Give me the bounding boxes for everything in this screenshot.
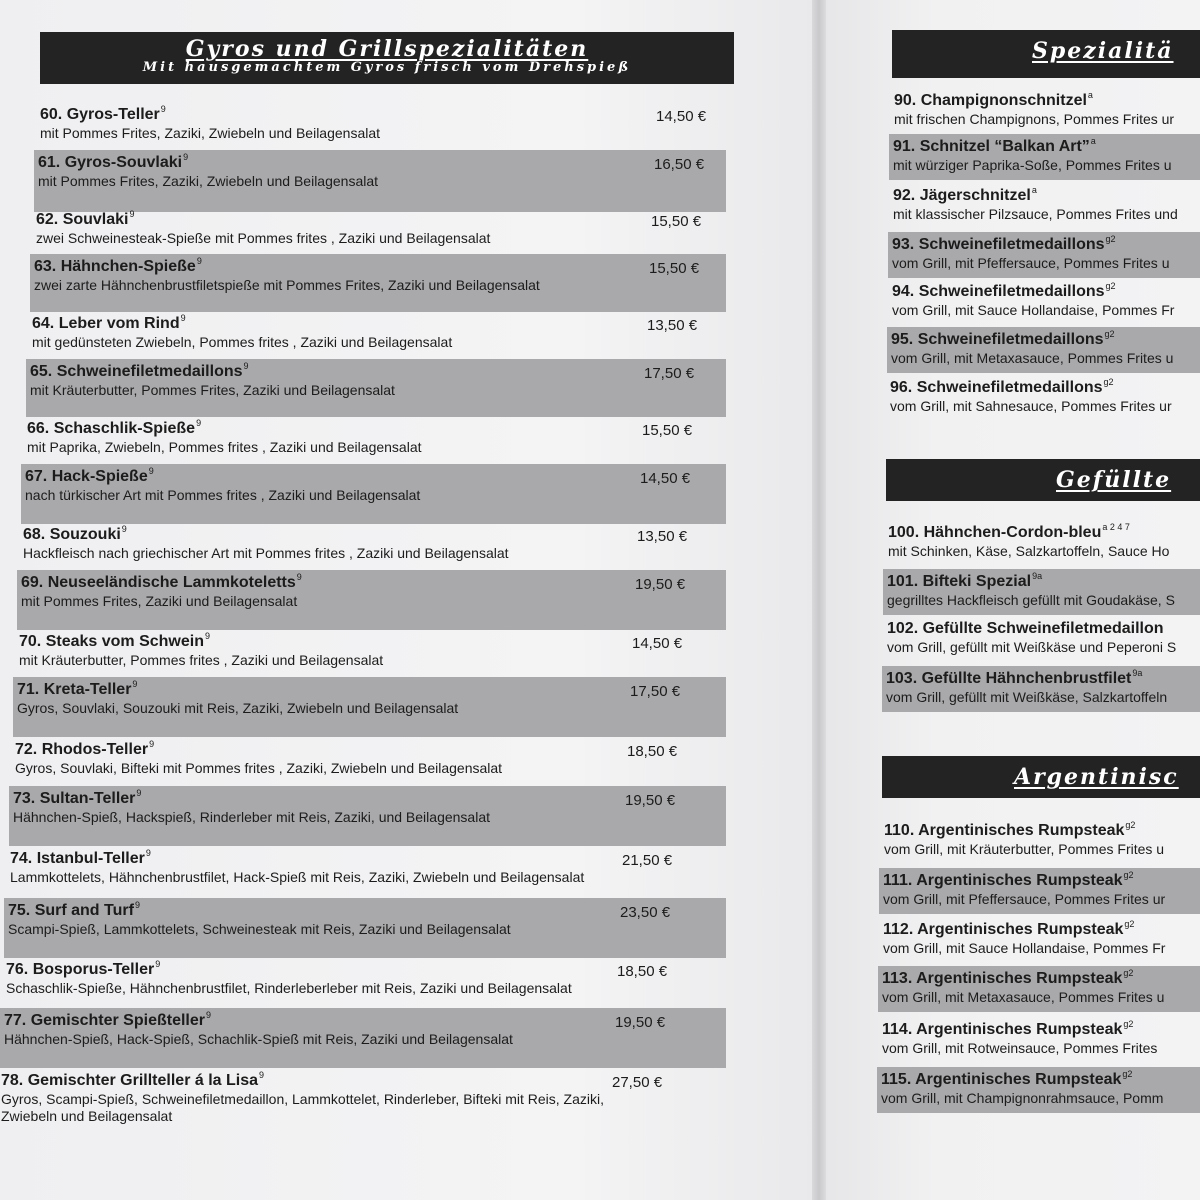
menu-item bbox=[34, 150, 726, 212]
allergen-marker: 9a bbox=[1032, 571, 1043, 581]
item-name-text: 63. Hähnchen-Spieße bbox=[34, 258, 196, 275]
menu-item bbox=[882, 666, 1200, 712]
allergen-marker: 9 bbox=[259, 1070, 265, 1080]
section-header bbox=[892, 30, 1200, 78]
item-name-text: 110. Argentinisches Rumpsteak bbox=[884, 822, 1125, 839]
item-description: vom Grill, mit Sauce Hollandaise, Pommes Fr bbox=[892, 302, 1175, 318]
allergen-marker: 9 bbox=[243, 361, 249, 371]
item-description: vom Grill, mit Kräuterbutter, Pommes Frites u bbox=[884, 841, 1165, 857]
item-description: Gyros, Souvlaki, Souzouki mit Reis, Zaziki, Zwiebeln und Beilagensalat bbox=[17, 700, 459, 716]
menu-item bbox=[28, 311, 726, 357]
item-price: 27,50 € bbox=[612, 1074, 663, 1091]
item-name-text: 64. Leber vom Rind bbox=[32, 315, 180, 332]
item-name-text: 61. Gyros-Souvlaki bbox=[38, 154, 183, 171]
menu-item bbox=[878, 966, 1200, 1012]
allergen-marker: g2 bbox=[1123, 968, 1134, 978]
item-price: 15,50 € bbox=[651, 213, 702, 230]
menu-item bbox=[26, 359, 726, 417]
item-name-text: 102. Gefüllte Schweinefiletmedaillon bbox=[887, 620, 1164, 637]
item-name-text: 101. Bifteki Spezial bbox=[887, 573, 1032, 590]
item-name bbox=[881, 1069, 1200, 1089]
item-description: mit Pommes Frites, Zaziki, Zwiebeln und Beilagensalat bbox=[40, 125, 381, 141]
menu-item bbox=[13, 677, 726, 737]
item-description: mit Kräuterbutter, Pommes frites , Zaziki und Beilagensalat bbox=[19, 652, 384, 668]
item-name-text: 65. Schweinefiletmedaillons bbox=[30, 363, 243, 380]
menu-item bbox=[9, 786, 726, 846]
item-price: 19,50 € bbox=[635, 576, 686, 593]
allergen-marker: a bbox=[1031, 185, 1037, 195]
allergen-marker: 9a bbox=[1132, 668, 1143, 678]
item-price: 23,50 € bbox=[620, 904, 671, 921]
item-name bbox=[882, 968, 1200, 988]
section-title: Gyros und Grillspezialitäten bbox=[185, 36, 589, 62]
item-description: vom Grill, gefüllt mit Weißkäse, Salzkartoffeln bbox=[886, 689, 1168, 705]
menu-item bbox=[36, 102, 726, 148]
item-name bbox=[891, 329, 1200, 349]
menu-item bbox=[886, 375, 1200, 421]
menu-item bbox=[17, 570, 726, 630]
item-description: vom Grill, mit Sauce Hollandaise, Pommes Fr bbox=[883, 940, 1166, 956]
item-name-text: 73. Sultan-Teller bbox=[13, 790, 136, 807]
section-title: Gefüllte bbox=[1056, 467, 1172, 493]
item-description: vom Grill, mit Champignonrahmsauce, Pomm bbox=[881, 1090, 1164, 1106]
allergen-marker: 9 bbox=[148, 466, 154, 476]
item-name bbox=[892, 234, 1200, 254]
item-description: Gyros, Scampi-Spieß, Schweinefiletmedaillon, Lammkottelet, Rinderleber, Bifteki mit Reis, Zaziki, bbox=[1, 1091, 604, 1107]
allergen-marker: a 2 4 7 bbox=[1102, 522, 1130, 532]
item-name bbox=[893, 136, 1200, 156]
allergen-marker: a bbox=[1090, 136, 1096, 146]
item-name bbox=[19, 631, 726, 651]
allergen-marker: g2 bbox=[1104, 329, 1115, 339]
item-name-text: 103. Gefüllte Hähnchenbrustfilet bbox=[886, 670, 1132, 687]
item-name bbox=[13, 788, 726, 808]
item-name bbox=[34, 256, 726, 276]
item-name-text: 68. Souzouki bbox=[23, 526, 121, 543]
section-subtitle: Mit hausgemachtem Gyros frisch vom Drehspieß bbox=[142, 60, 632, 75]
menu-item bbox=[887, 327, 1200, 373]
item-name bbox=[15, 739, 726, 759]
item-name bbox=[25, 466, 726, 486]
item-name bbox=[883, 870, 1200, 890]
allergen-marker: g2 bbox=[1123, 1019, 1134, 1029]
item-name-text: 78. Gemischter Grillteller á la Lisa bbox=[1, 1072, 259, 1089]
item-price: 15,50 € bbox=[649, 260, 700, 277]
item-description: mit würziger Paprika-Soße, Pommes Frites u bbox=[893, 157, 1172, 173]
item-description: Lammkottelets, Hähnchenbrustfilet, Hack-Spieß mit Reis, Zaziki, Zwiebeln und Beilagensalat bbox=[10, 869, 585, 885]
item-price: 18,50 € bbox=[617, 963, 668, 980]
item-name bbox=[887, 620, 1200, 638]
item-name bbox=[38, 152, 726, 172]
item-description: vom Grill, mit Pfeffersauce, Pommes Frites ur bbox=[883, 891, 1166, 907]
item-description: nach türkischer Art mit Pommes frites , Zaziki und Beilagensalat bbox=[25, 487, 421, 503]
menu-item bbox=[21, 464, 726, 524]
item-name bbox=[884, 820, 1200, 840]
item-name-text: 92. Jägerschnitzel bbox=[893, 187, 1031, 204]
item-name-text: 66. Schaschlik-Spieße bbox=[27, 420, 196, 437]
item-description: mit Paprika, Zwiebeln, Pommes frites , Zaziki und Beilagensalat bbox=[27, 439, 422, 455]
menu-item bbox=[879, 917, 1200, 963]
allergen-marker: g2 bbox=[1123, 870, 1134, 880]
item-description: mit frischen Champignons, Pommes Frites ur bbox=[894, 111, 1175, 127]
item-name bbox=[36, 209, 726, 229]
section-header-gyros bbox=[40, 32, 734, 84]
item-price: 21,50 € bbox=[622, 852, 673, 869]
menu-item bbox=[883, 618, 1200, 664]
allergen-marker: g2 bbox=[1124, 919, 1135, 929]
section-header bbox=[882, 756, 1200, 798]
allergen-marker: 9 bbox=[196, 418, 202, 428]
item-price: 19,50 € bbox=[625, 792, 676, 809]
allergen-marker: 9 bbox=[134, 900, 140, 910]
item-name-text: 67. Hack-Spieße bbox=[25, 468, 148, 485]
menu-item bbox=[888, 232, 1200, 278]
item-description: vom Grill, mit Sahnesauce, Pommes Frites ur bbox=[890, 398, 1172, 414]
item-name-text: 75. Surf and Turf bbox=[8, 902, 134, 919]
item-name-text: 74. Istanbul-Teller bbox=[10, 850, 145, 867]
item-name-text: 100. Hähnchen-Cordon-bleu bbox=[888, 524, 1102, 541]
allergen-marker: 9 bbox=[196, 256, 202, 266]
menu-item bbox=[883, 569, 1200, 615]
item-price: 16,50 € bbox=[654, 156, 705, 173]
item-price: 14,50 € bbox=[632, 635, 683, 652]
item-name bbox=[892, 281, 1200, 301]
item-name bbox=[27, 418, 726, 438]
item-name-text: 95. Schweinefiletmedaillons bbox=[891, 331, 1104, 348]
item-name-text: 72. Rhodos-Teller bbox=[15, 741, 149, 758]
item-name-text: 91. Schnitzel “Balkan Art” bbox=[893, 138, 1090, 155]
item-name bbox=[40, 104, 726, 124]
item-name-text: 113. Argentinisches Rumpsteak bbox=[882, 970, 1123, 987]
item-name-text: 62. Souvlaki bbox=[36, 211, 129, 228]
item-name bbox=[883, 919, 1200, 939]
item-price: 15,50 € bbox=[642, 422, 693, 439]
menu-item bbox=[890, 88, 1200, 134]
item-price: 13,50 € bbox=[647, 317, 698, 334]
item-description: mit Pommes Frites, Zaziki und Beilagensalat bbox=[21, 593, 298, 609]
item-description: vom Grill, mit Rotweinsauce, Pommes Frites bbox=[882, 1040, 1158, 1056]
item-name-text: 76. Bosporus-Teller bbox=[6, 961, 155, 978]
item-description: zwei zarte Hähnchenbrustfiletspieße mit Pommes Frites, Zaziki und Beilagensalat bbox=[34, 277, 540, 293]
item-description: Hähnchen-Spieß, Hackspieß, Rinderleber mit Reis, Zaziki, und Beilagensalat bbox=[13, 809, 490, 825]
item-price: 17,50 € bbox=[630, 683, 681, 700]
item-description: Scampi-Spieß, Lammkottelets, Schweinesteak mit Reis, Zaziki und Beilagensalat bbox=[8, 921, 511, 937]
menu-item bbox=[877, 1067, 1200, 1113]
menu-item bbox=[889, 183, 1200, 229]
item-name bbox=[886, 668, 1200, 688]
allergen-marker: 9 bbox=[180, 313, 186, 323]
item-name bbox=[10, 848, 726, 868]
allergen-marker: 9 bbox=[145, 848, 151, 858]
item-name bbox=[888, 522, 1200, 542]
menu-item bbox=[878, 1017, 1200, 1063]
item-name-text: 114. Argentinisches Rumpsteak bbox=[882, 1021, 1123, 1038]
item-description: vom Grill, gefüllt mit Weißkäse und Peperoni S bbox=[887, 639, 1177, 655]
allergen-marker: g2 bbox=[1105, 281, 1116, 291]
menu-item bbox=[19, 522, 726, 568]
menu-item bbox=[23, 416, 726, 462]
allergen-marker: 9 bbox=[136, 788, 142, 798]
item-price: 14,50 € bbox=[640, 470, 691, 487]
item-description: Hackfleisch nach griechischer Art mit Pommes frites , Zaziki und Beilagensalat bbox=[23, 545, 509, 561]
item-name bbox=[17, 679, 726, 699]
item-price: 17,50 € bbox=[644, 365, 695, 382]
item-description: zwei Schweinesteak-Spieße mit Pommes frites , Zaziki und Beilagensalat bbox=[36, 230, 491, 246]
item-name-text: 60. Gyros-Teller bbox=[40, 106, 160, 123]
item-price: 14,50 € bbox=[656, 108, 707, 125]
menu-item bbox=[889, 134, 1200, 180]
allergen-marker: g2 bbox=[1105, 234, 1116, 244]
allergen-marker: g2 bbox=[1125, 820, 1136, 830]
item-name bbox=[32, 313, 726, 333]
item-name-text: 90. Champignonschnitzel bbox=[894, 92, 1087, 109]
allergen-marker: 9 bbox=[296, 572, 302, 582]
menu-item bbox=[4, 898, 726, 958]
allergen-marker: g2 bbox=[1122, 1069, 1133, 1079]
item-name-text: 93. Schweinefiletmedaillons bbox=[892, 236, 1105, 253]
section-title: Spezialitä bbox=[1032, 38, 1174, 64]
menu-item bbox=[2, 957, 726, 1003]
allergen-marker: 9 bbox=[183, 152, 189, 162]
allergen-marker: a bbox=[1087, 90, 1093, 100]
item-description: mit gedünsteten Zwiebeln, Pommes frites , Zaziki und Beilagensalat bbox=[32, 334, 453, 350]
item-name-text: 71. Kreta-Teller bbox=[17, 681, 132, 698]
item-name bbox=[882, 1019, 1200, 1039]
allergen-marker: 9 bbox=[121, 524, 127, 534]
item-description: vom Grill, mit Pfeffersauce, Pommes Frites u bbox=[892, 255, 1170, 271]
item-name-text: 96. Schweinefiletmedaillons bbox=[890, 379, 1103, 396]
menu-item bbox=[888, 279, 1200, 325]
section-title: Argentinisc bbox=[1014, 764, 1179, 790]
menu-item bbox=[30, 254, 726, 312]
item-name-text: 69. Neuseeländische Lammkoteletts bbox=[21, 574, 296, 591]
menu-item bbox=[32, 207, 726, 253]
item-name-text: 112. Argentinisches Rumpsteak bbox=[883, 921, 1124, 938]
menu-item bbox=[879, 868, 1200, 914]
item-name bbox=[887, 571, 1200, 591]
allergen-marker: g2 bbox=[1103, 377, 1114, 387]
item-description: vom Grill, mit Metaxasauce, Pommes Frites u bbox=[882, 989, 1165, 1005]
menu-item bbox=[6, 846, 726, 892]
item-name-text: 111. Argentinisches Rumpsteak bbox=[883, 872, 1123, 889]
item-description: vom Grill, mit Metaxasauce, Pommes Frites u bbox=[891, 350, 1174, 366]
item-name bbox=[894, 90, 1200, 110]
item-price: 18,50 € bbox=[627, 743, 678, 760]
item-name bbox=[21, 572, 726, 592]
item-description: mit Schinken, Käse, Salzkartoffeln, Sauce Ho bbox=[888, 543, 1170, 559]
item-price: 13,50 € bbox=[637, 528, 688, 545]
item-name bbox=[30, 361, 726, 381]
menu-item bbox=[11, 737, 726, 783]
item-name-text: 94. Schweinefiletmedaillons bbox=[892, 283, 1105, 300]
menu-item bbox=[0, 1068, 726, 1130]
item-description: Hähnchen-Spieß, Hack-Spieß, Schachlik-Spieß mit Reis, Zaziki und Beilagensalat bbox=[4, 1031, 513, 1047]
item-name bbox=[893, 185, 1200, 205]
item-description: mit Kräuterbutter, Pommes Frites, Zaziki und Beilagensalat bbox=[30, 382, 395, 398]
allergen-marker: 9 bbox=[149, 739, 155, 749]
allergen-marker: 9 bbox=[129, 209, 135, 219]
item-description: Gyros, Souvlaki, Bifteki mit Pommes frites , Zaziki, Zwiebeln und Beilagensalat bbox=[15, 760, 503, 776]
item-description-line2: Zwiebeln und Beilagensalat bbox=[1, 1108, 173, 1124]
item-name bbox=[8, 900, 726, 920]
menu-item bbox=[0, 1008, 726, 1068]
item-price: 19,50 € bbox=[615, 1014, 666, 1031]
item-description: mit klassischer Pilzsauce, Pommes Frites und bbox=[893, 206, 1178, 222]
allergen-marker: 9 bbox=[205, 1010, 211, 1020]
item-name-text: 115. Argentinisches Rumpsteak bbox=[881, 1071, 1122, 1088]
item-description: Schaschlik-Spieße, Hähnchenbrustfilet, Rinderleberleber mit Reis, Zaziki und Beilagensalat bbox=[6, 980, 572, 996]
allergen-marker: 9 bbox=[132, 679, 138, 689]
menu-item bbox=[880, 818, 1200, 864]
item-name bbox=[23, 524, 726, 544]
item-name bbox=[890, 377, 1200, 397]
item-name-text: 77. Gemischter Spießteller bbox=[4, 1012, 205, 1029]
item-description: gegrilltes Hackfleisch gefüllt mit Goudakäse, S bbox=[887, 592, 1175, 608]
allergen-marker: 9 bbox=[160, 104, 166, 114]
item-name-text: 70. Steaks vom Schwein bbox=[19, 633, 204, 650]
allergen-marker: 9 bbox=[204, 631, 210, 641]
item-description: mit Pommes Frites, Zaziki, Zwiebeln und Beilagensalat bbox=[38, 173, 379, 189]
page-fold bbox=[812, 0, 826, 1200]
menu-item bbox=[884, 520, 1200, 566]
menu-item bbox=[15, 629, 726, 675]
allergen-marker: 9 bbox=[155, 959, 161, 969]
section-header bbox=[886, 459, 1200, 501]
